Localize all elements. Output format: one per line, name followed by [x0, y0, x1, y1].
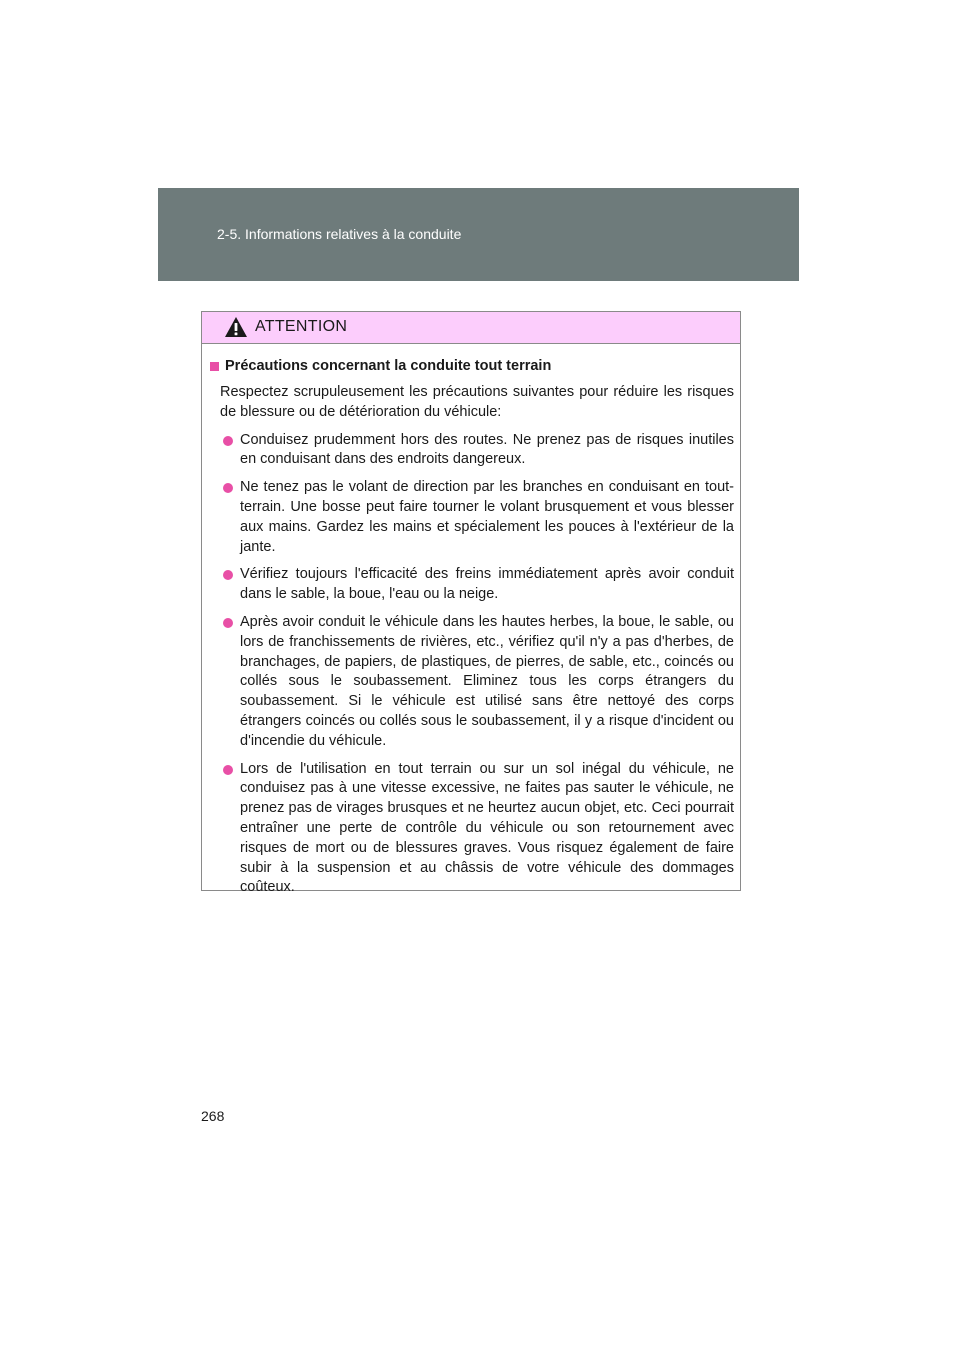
list-item-text: Lors de l'utilisation en tout terrain ou sur un sol inégal du véhicule, ne conduisez pas à une vitesse excessive, ne faites pas sauter le véhicule, ne prenez pas de virages brusques et ne heurtez aucun objet, etc. Ceci pourrait entraîner une perte de contrôle du véhicule ou son retournement avec risques de mort ou de blessures graves. Vous risquez également de faire subir à la suspension et au châssis de votre véhicule des dommages coûteux. [240, 760, 734, 896]
round-bullet-icon [223, 436, 233, 446]
precautions-list [210, 431, 734, 899]
intro-paragraph: Respectez scrupuleusement les précautions suivantes pour réduire les risques de blessure ou de détérioration du véhicule: [220, 384, 734, 420]
section-header-band [158, 188, 799, 281]
page-number: 268 [201, 1108, 225, 1124]
list-item-text: Après avoir conduit le véhicule dans les hautes herbes, la boue, le sable, ou lors de franchissements de rivières, etc., vérifiez qu'il n'y a pas d'herbes, de branchages, de papiers, de plastiques, de pierres, de sable, etc., coincés ou collés sous le soubassement. Eliminez tous les corps étrangers du soubassement. Si le véhicule est utilisé sans être nettoyé des corps étrangers coincés ou collés sous le soubassement, il y a risque d'incident ou d'incendie du véhicule. [240, 613, 734, 749]
list-item [210, 431, 734, 471]
list-item-text: Ne tenez pas le volant de direction par les branches en conduisant en tout-terrain. Une bosse peut faire tourner le volant brusquement et vous blesser aux mains. Gardez les mains et spécialement les pouces à l'extérieur de la jante. [240, 479, 734, 555]
list-item [210, 565, 734, 605]
list-item [210, 760, 734, 899]
section-title: 2-5. Informations relatives à la conduite [217, 226, 462, 242]
warning-title: ATTENTION [255, 318, 348, 335]
warning-triangle-icon [224, 316, 248, 338]
warning-box [201, 311, 741, 896]
section-heading [210, 356, 734, 376]
list-item [210, 478, 734, 557]
list-item [210, 613, 734, 752]
round-bullet-icon [223, 483, 233, 493]
list-item-text: Conduisez prudemment hors des routes. Ne prenez pas de risques inutiles en conduisant dans des endroits dangereux. [240, 431, 734, 468]
warning-header [202, 312, 740, 344]
round-bullet-icon [223, 618, 233, 628]
square-bullet-icon [210, 362, 219, 371]
round-bullet-icon [223, 570, 233, 580]
round-bullet-icon [223, 765, 233, 775]
section-heading-text: Précautions concernant la conduite tout terrain [225, 358, 552, 374]
warning-content [202, 344, 740, 898]
list-item-text: Vérifiez toujours l'efficacité des freins immédiatement après avoir conduit dans le sable, la boue, l'eau ou la neige. [240, 566, 734, 603]
